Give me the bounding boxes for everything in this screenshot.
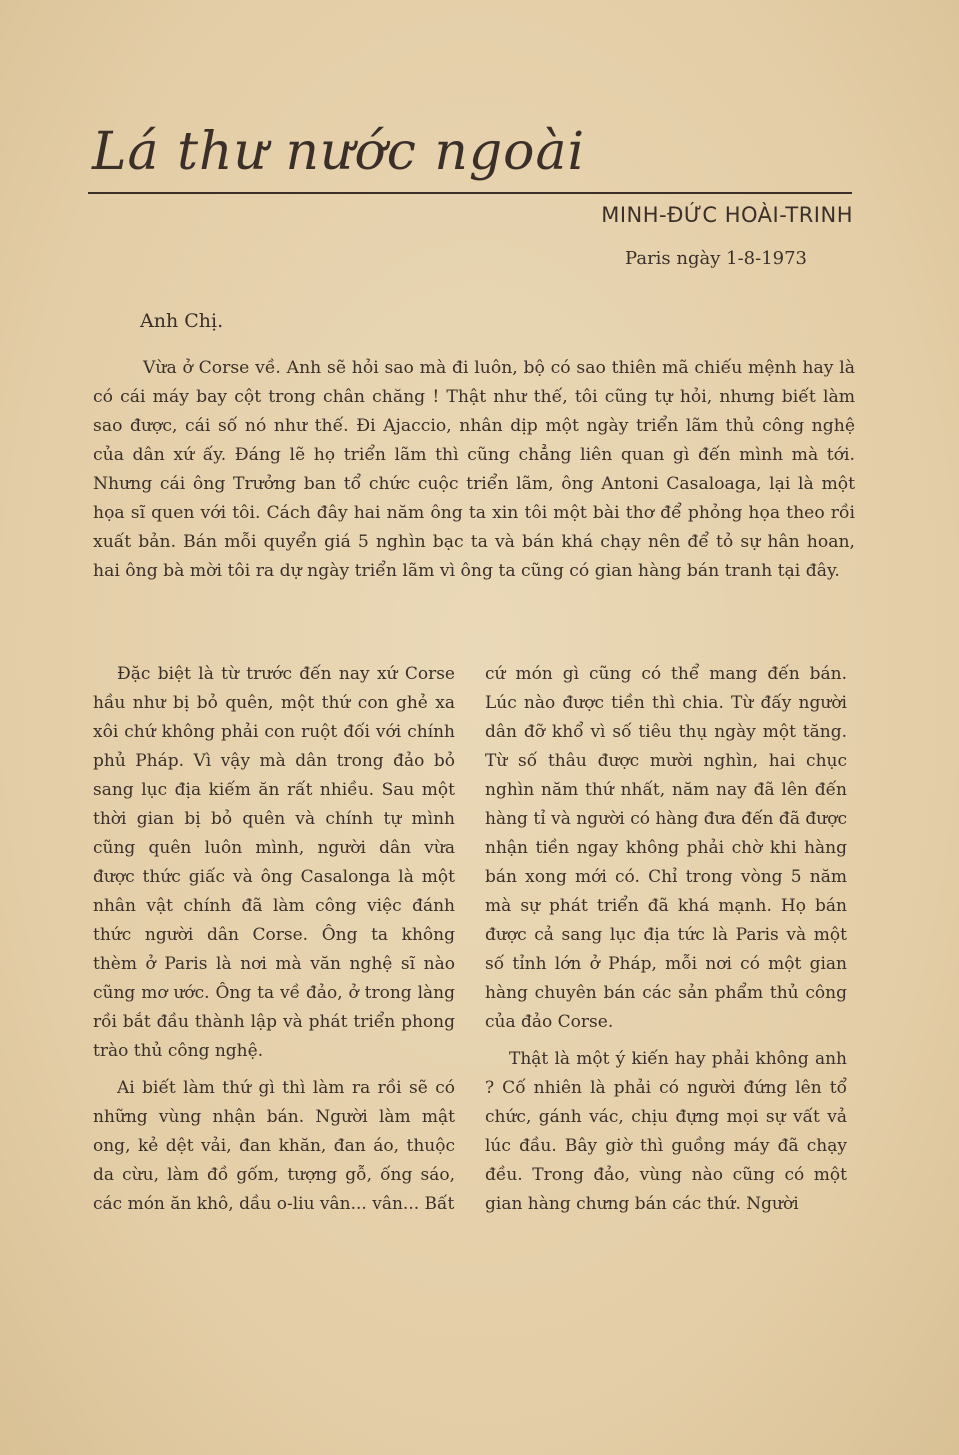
left-column [93, 660, 455, 1227]
intro-paragraph: Vừa ở Corse về. Anh sẽ hỏi sao mà đi luôn, bộ có sao thiên mã chiếu mệnh hay là có cái máy bay cột trong chân chăng ! Thật như thế, tôi cũng tự hỏi, nhưng biết làm sao được, cái số nó như thế. Đi Ajaccio, nhân dịp một ngày triển lãm thủ công nghệ của dân xứ ấy. Đáng lẽ họ triển lãm thì cũng chẳng liên quan gì đến mình mà tới. Nhưng cái ông Trưởng ban tổ chức cuộc triển lãm, ông Antoni Casaloaga, lại là một họa sĩ quen với tôi. Cách đây hai năm ông ta xin tôi một bài thơ để phỏng họa theo rồi xuất bản. Bán mỗi quyển giá 5 nghìn bạc ta và bán khá chạy nên để tỏ sự hân hoan, hai ông bà mời tôi ra dự ngày triển lãm vì ông ta cũng có gian hàng bán tranh tại đây. [93, 358, 855, 581]
salutation: Anh Chị. [140, 310, 224, 332]
right-column [485, 660, 847, 1227]
right-paragraph-1: cứ món gì cũng có thể mang đến bán. Lúc nào được tiền thì chia. Từ đấy người dân đỡ khổ vì số tiêu thụ ngày một tăng. Từ số thâu được mười nghìn, hai chục nghìn năm thứ nhất, năm nay đã lên đến hàng tỉ và người có hàng đưa đến đã được nhận tiền ngay không phải chờ khi hàng bán xong mới có. Chỉ trong vòng 5 năm mà sự phát triển đã khá mạnh. Họ bán được cả sang lục địa tức là Paris và một số tỉnh lớn ở Pháp, mỗi nơi có một gian hàng chuyên bán các sản phẩm thủ công của đảo Corse. [485, 664, 847, 1032]
title-divider [88, 192, 852, 194]
dateline: Paris ngày 1-8-1973 [625, 248, 807, 269]
left-paragraph-1: Đặc biệt là từ trước đến nay xứ Corse hầu như bị bỏ quên, một thứ con ghẻ xa xôi chứ không phải con ruột đối với chính phủ Pháp. Vì vậy mà dân trong đảo bỏ sang lục địa kiếm ăn rất nhiều. Sau một thời gian bị bỏ quên và chính tự mình cũng quên luôn mình, người dân vừa được thức giấc và ông Casalonga là một nhân vật chính đã làm công việc đánh thức người dân Corse. Ông ta không thèm ở Paris là nơi mà văn nghệ sĩ nào cũng mơ ước. Ông ta về đảo, ở trong làng rồi bắt đầu thành lập và phát triển phong trào thủ công nghệ. [93, 664, 455, 1061]
author-byline: MINH-ĐỨC HOÀI-TRINH [601, 203, 853, 227]
left-paragraph-2: Ai biết làm thứ gì thì làm ra rồi sẽ có những vùng nhận bán. Người làm mật ong, kẻ dệt vải, đan khăn, đan áo, thuộc da cừu, làm đồ gốm, tượng gỗ, ống sáo, các món ăn khô, dầu o-liu vân... vân... Bất [93, 1078, 455, 1214]
right-paragraph-2: Thật là một ý kiến hay phải không anh ? Cố nhiên là phải có người đứng lên tổ chức, gánh vác, chịu đựng mọi sự vất vả lúc đầu. Bây giờ thì guồng máy đã chạy đều. Trong đảo, vùng nào cũng có một gian hàng chưng bán các thứ. Người [485, 1049, 847, 1214]
article-title: Lá thư nước ngoài [92, 122, 586, 182]
